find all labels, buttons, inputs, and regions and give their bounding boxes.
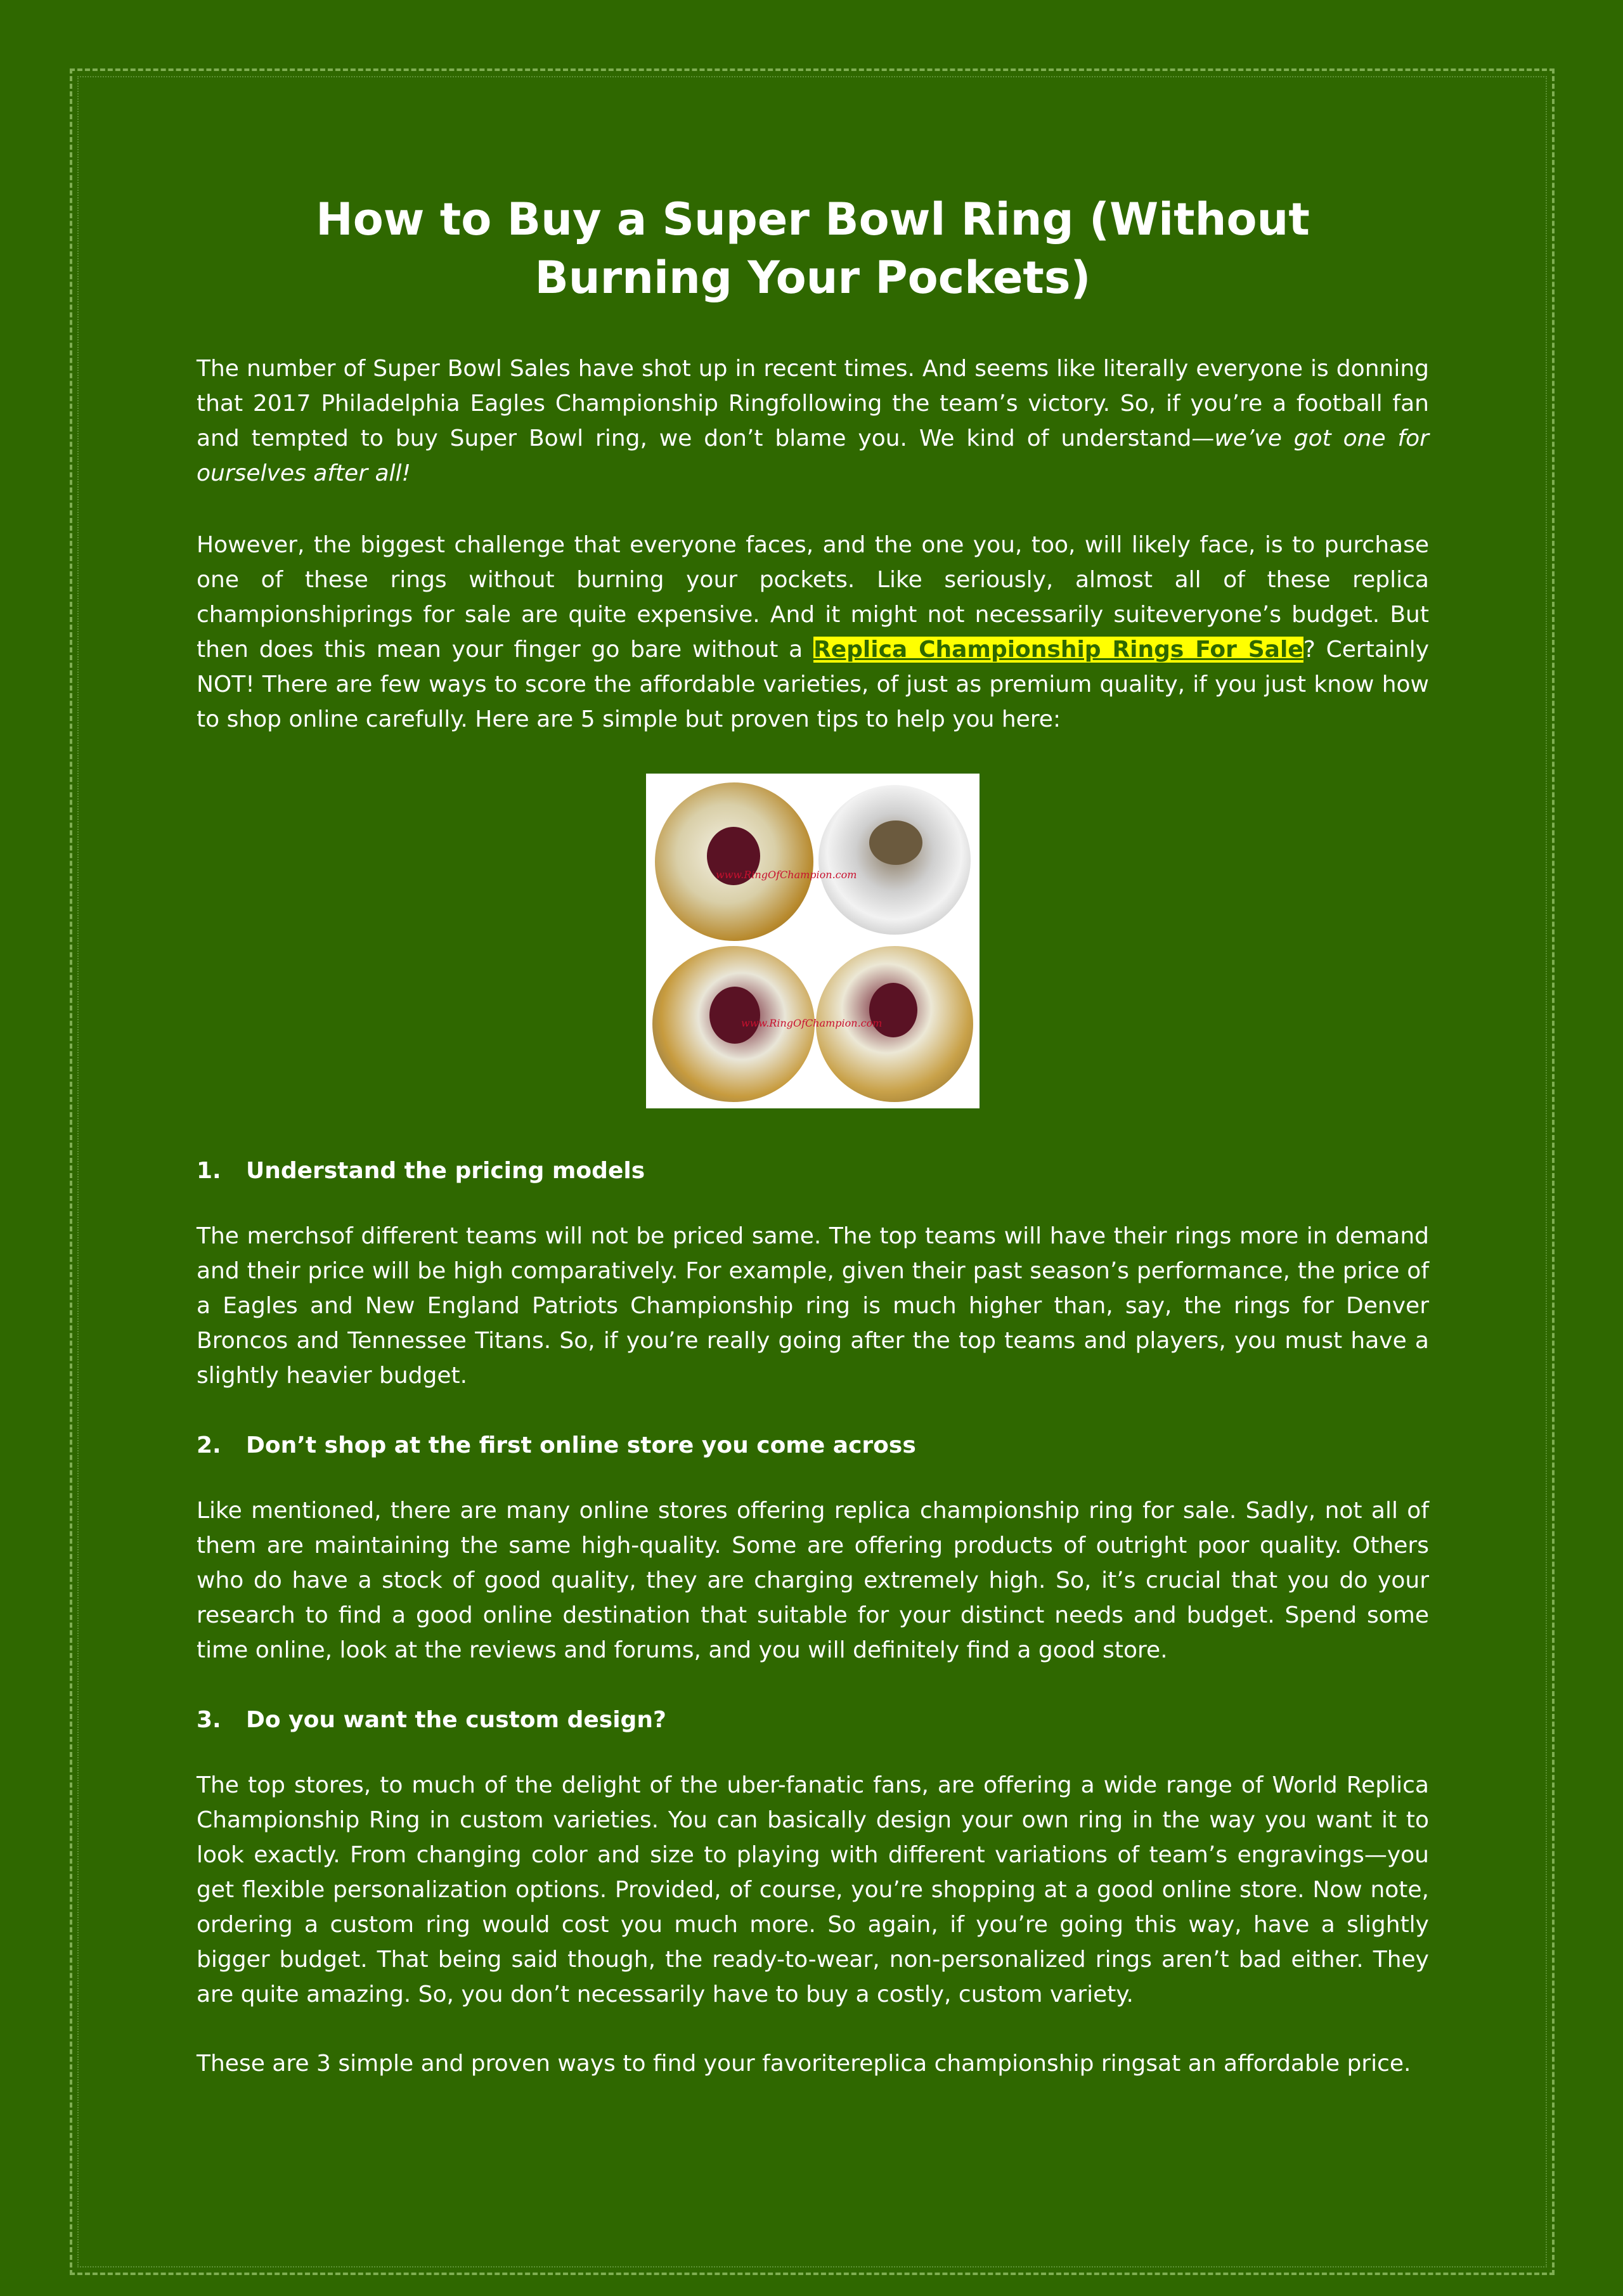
section-title: Do you want the custom design?	[246, 1707, 666, 1733]
article	[197, 190, 1429, 2118]
section-number: 3.	[197, 1707, 221, 1733]
intro-paragraph	[197, 351, 1429, 491]
section-title: Understand the pricing models	[246, 1158, 645, 1184]
section-number: 2.	[197, 1432, 221, 1458]
conclusion-paragraph: These are 3 simple and proven ways to find your favoritereplica championship ringsat an affordable price.	[197, 2051, 1411, 2077]
ring-logo-icon	[869, 983, 917, 1037]
challenge-text-after: ? Certainly NOT! There are few ways to score the affordable varieties, of just as premium quality, if you just know how to shop online carefully. Here are 5 simple but proven tips to help you here:	[197, 637, 1430, 732]
section-number: 1.	[197, 1158, 221, 1184]
ring-logo-icon	[709, 987, 760, 1044]
intro-text: The number of Super Bowl Sales have shot up in recent times. And seems like literally everyone is donning that 2017 Philadelphia Eagles Championship Ringfollowing the team’s victory. So, if you’re a football fan and tempted to buy Super Bowl ring, we don’t blame you. We kind of understand—	[197, 356, 1429, 451]
section-body-3: The top stores, to much of the delight of the uber-fanatic fans, are offering a wide range of World Replica Championship Ring in custom varieties. You can basically design your own ring in the way you want it to look exactly. From changing color and size to playing with different variations of team’s engravings—you get flexible personalization options. Provided, of course, you’re shopping at a good online store. Now note, ordering a custom ring would cost you much more. So again, if you’re going this way, have a slightly bigger budget. That being said though, the ready-to-wear, non-personalized rings aren’t bad either. They are quite amazing. So, you don’t necessarily have to buy a costly, custom variety.	[197, 1772, 1429, 2007]
image-watermark: www.RingOfChampion.com	[741, 1017, 883, 1029]
section-body-1: The merchsof different teams will not be priced same. The top teams will have their rings more in demand and their price will be high comparatively. For example, given their past season’s performance, the price of a Eagles and New England Patriots Championship ring is much higher than, say, the rings for Denver Broncos and Tennessee Titans. So, if you’re really going after the top teams and players, you must have a slightly heavier budget.	[197, 1223, 1429, 1389]
section-body-2: Like mentioned, there are many online stores offering replica championship ring for sale. Sadly, not all of them are maintaining the same high-quality. Some are offering products of outright poor quality. Others who do have a stock of good quality, they are charging extremely high. So, it’s crucial that you do your research to find a good online destination that suitable for your distinct needs and budget. Spend some time online, look at the reviews and forums, and you will definitely find a good store.	[197, 1498, 1429, 1663]
section-title: Don’t shop at the first online store you come across	[246, 1432, 916, 1458]
section-heading-3	[197, 1704, 1429, 1736]
ring-logo-icon	[869, 820, 922, 865]
section-heading-1	[197, 1155, 1429, 1187]
section-heading-2	[197, 1430, 1429, 1462]
challenge-paragraph	[197, 528, 1429, 737]
challenge-text-before: However, the biggest challenge that everyone faces, and the one you, too, will likely face, is to purchase one of these rings without burning your pockets. Like seriously, almost all of these replica championshiprings for sale are quite expensive. And it might not necessarily suiteveryone’s budget. But then does this mean your finger go bare without a	[197, 532, 1429, 663]
image-watermark: www.RingOfChampion.com	[716, 869, 857, 881]
page-title: How to Buy a Super Bowl Ring (Without Burning Your Pockets)	[316, 193, 1310, 304]
rings-image	[646, 774, 980, 1108]
intro-italic: we’ve got one for ourselves after all!	[197, 425, 1429, 486]
replica-rings-link[interactable]: Replica Championship Rings For Sale	[813, 637, 1303, 663]
